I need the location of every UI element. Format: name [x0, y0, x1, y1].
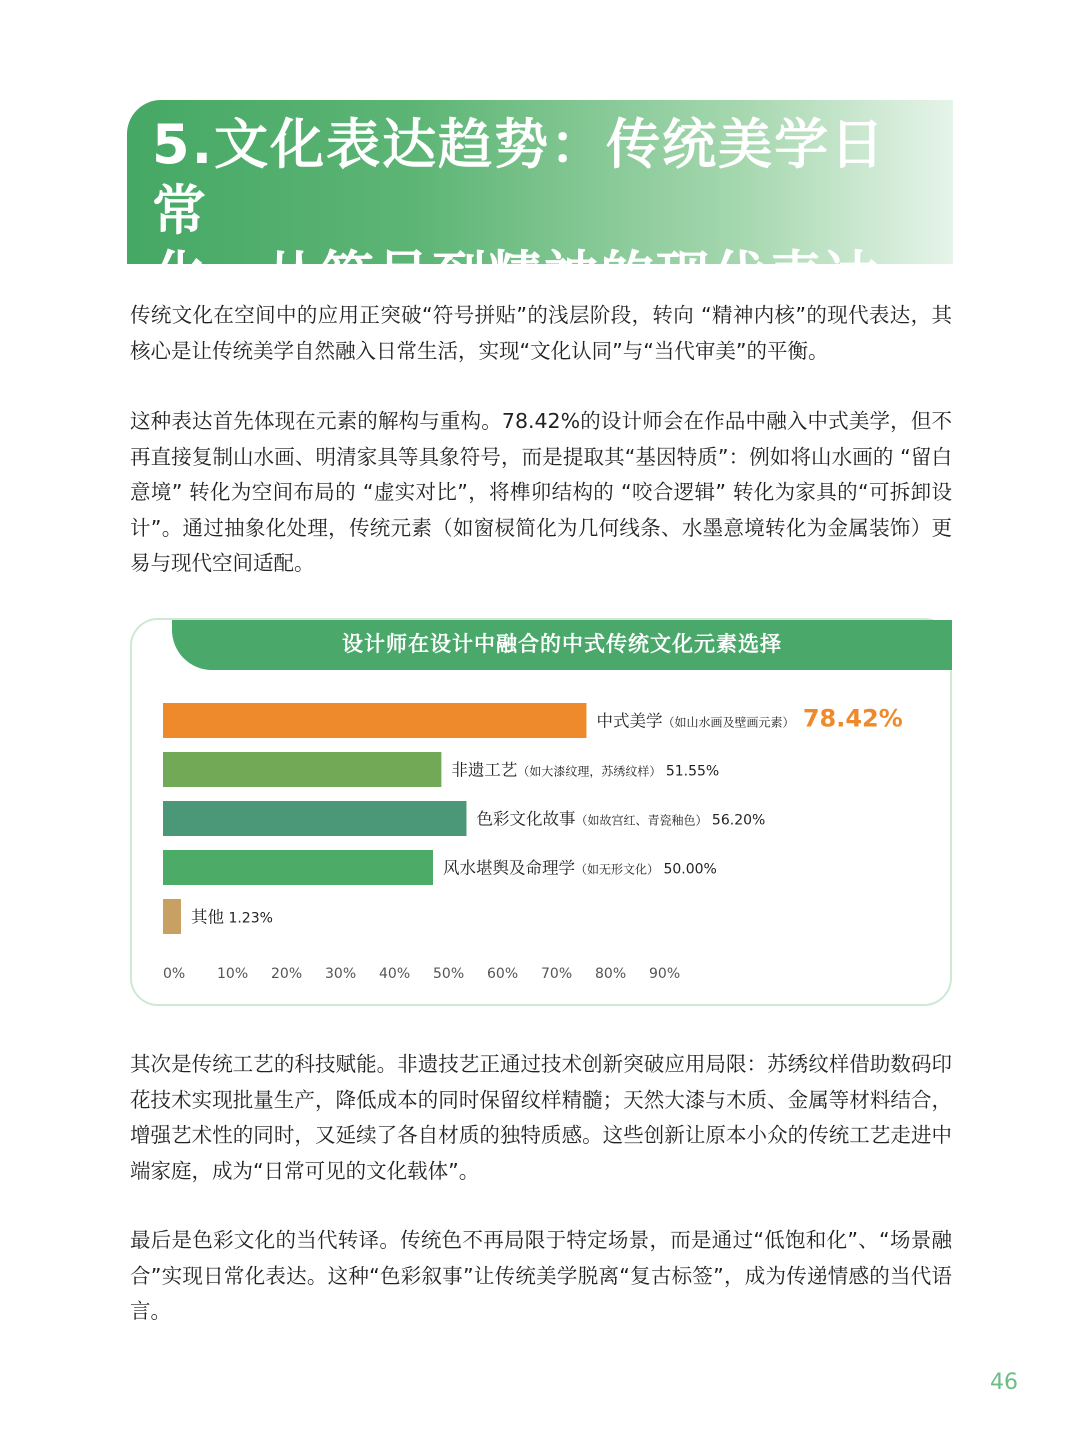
x-tick-7: 70%	[541, 966, 573, 982]
title-line-1: 5.文化表达趋势：传统美学日常	[152, 113, 887, 242]
value-label-3: 56.20%	[707, 812, 766, 829]
paragraph-4: 最后是色彩文化的当代转译。传统色不再局限于特定场景，而是通过“低饱和化”、“场景融合”实现日常化表达。这种“色彩叙事”让传统美学脱离“复古标签”，成为传递情感的当代语言。	[130, 1228, 952, 1323]
category-label-3: 色彩文化故事	[476, 809, 576, 829]
x-tick-9: 90%	[649, 966, 681, 982]
x-tick-2: 20%	[271, 966, 303, 982]
bar-label-4	[443, 859, 717, 878]
category-note-2: （如大漆纹理，苏绣纹样）	[517, 764, 662, 779]
value-label-1: 78.42%	[794, 704, 903, 733]
page-number: 46	[990, 1370, 1018, 1395]
bar-label-3	[476, 810, 765, 829]
title-line-2: 化，从符号到精神的现代表达	[152, 245, 880, 308]
bar-2	[163, 752, 441, 787]
bar-4	[163, 850, 433, 885]
chart-title: 设计师在设计中融合的中式传统文化元素选择	[342, 632, 782, 656]
x-tick-6: 60%	[487, 966, 519, 982]
x-tick-3: 30%	[325, 966, 357, 982]
paragraph-3: 其次是传统工艺的科技赋能。非遗技艺正通过技术创新突破应用局限：苏绣纹样借助数码印花技术实现批量生产，降低成本的同时保留纹样精髓；天然大漆与木质、金属等材料结合，增强艺术性的同时，又延续了各自材质的独特质感。这些创新让原本小众的传统工艺走进中端家庭，成为“日常可见的文化载体”。	[130, 1052, 952, 1183]
value-label-5: 1.23%	[224, 910, 273, 927]
bar-3	[163, 801, 466, 836]
bar-label-5	[191, 908, 273, 927]
bar-label-1	[596, 705, 902, 733]
category-label-5: 其他	[191, 907, 224, 927]
value-label-4: 50.00%	[659, 861, 717, 878]
category-label-1: 中式美学	[596, 711, 663, 731]
value-label-2: 51.55%	[661, 763, 720, 780]
x-tick-4: 40%	[379, 966, 411, 982]
category-note-3: （如故宫红、青瓷釉色）	[575, 813, 708, 828]
x-tick-0: 0%	[163, 966, 186, 982]
paragraph-1: 传统文化在空间中的应用正突破“符号拼贴”的浅层阶段，转向 “精神内核”的现代表达，其核心是让传统美学自然融入日常生活，实现“文化认同”与“当代审美”的平衡。	[130, 303, 952, 363]
category-note-4: （如无形文化）	[575, 862, 660, 877]
category-note-1: （如山水画及壁画元素）	[662, 715, 795, 730]
category-label-4: 风水堪舆及命理学	[443, 858, 575, 878]
paragraph-2: 这种表达首先体现在元素的解构与重构。78.42%的设计师会在作品中融入中式美学，但不再直接复制山水画、明清家具等具象符号，而是提取其“基因特质”：例如将山水画的 “留白意境” 转化为空间布局的 “虚实对比”，将榫卯结构的 “咬合逻辑” 转化为家具的“可拆卸设计”。通过抽象化处理，传统元素（如窗棂简化为几何线条、水墨意境转化为金属装饰）更易与现代空间适配。	[130, 409, 952, 575]
bar-label-2	[451, 761, 719, 780]
x-tick-1: 10%	[217, 966, 249, 982]
x-tick-5: 50%	[433, 966, 465, 982]
bar-5	[163, 899, 181, 934]
bar-1	[163, 703, 586, 738]
category-label-2: 非遗工艺	[451, 760, 518, 780]
x-tick-8: 80%	[595, 966, 627, 982]
